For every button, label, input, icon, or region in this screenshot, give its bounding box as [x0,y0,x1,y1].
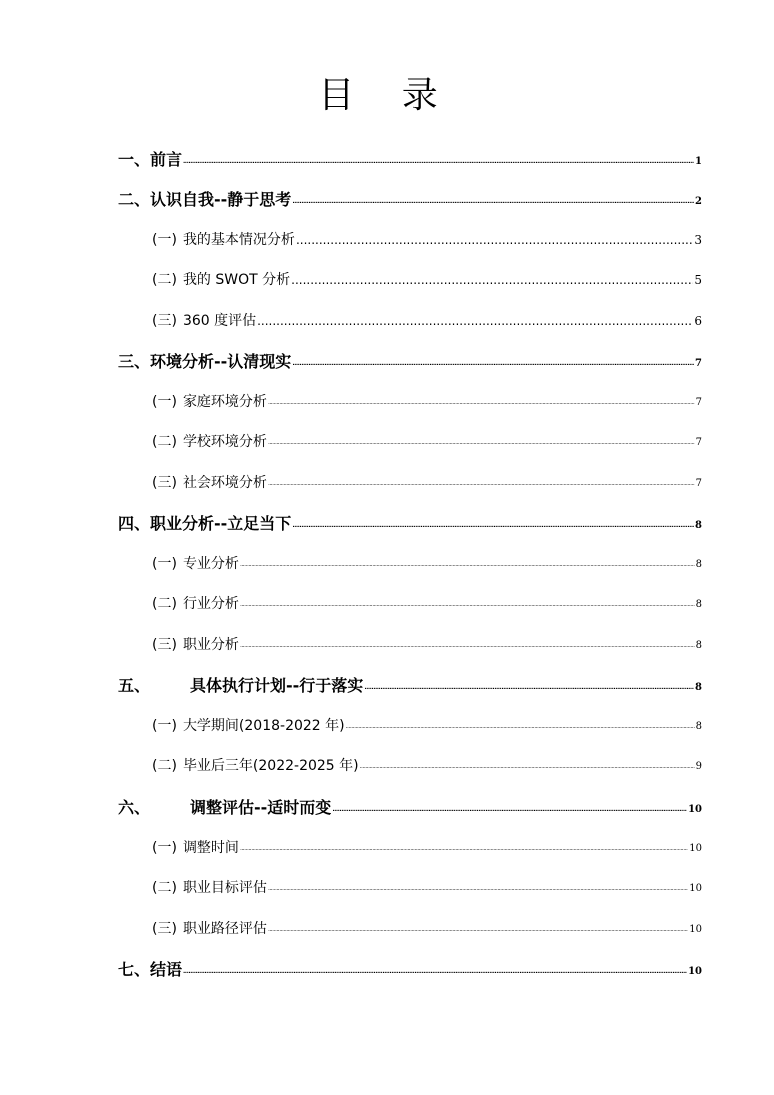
entry-title: 专业分析 [182,556,239,572]
entry-number: (一) [152,840,177,856]
dot-leader [257,314,693,330]
toc-subentry[interactable] [152,875,702,897]
entry-page: 7 [695,358,702,369]
entry-number: (三) [152,921,177,937]
entry-title: 调整时间 [182,840,239,856]
toc-subentry[interactable] [152,308,702,330]
entry-number: (一) [152,556,177,572]
dot-leader [268,398,695,411]
entry-number: 六、 [118,798,151,817]
entry-number: (三) [152,313,177,329]
entry-number: (一) [152,394,177,410]
entry-title: 我的基本情况分析 [182,232,295,248]
entry-number: 三、 [118,352,151,371]
dot-leader [292,197,694,210]
entry-page: 7 [695,478,702,489]
entry-title: 家庭环境分析 [182,394,267,410]
dot-leader [240,844,688,857]
entry-title: 调整评估--适时而变 [190,798,332,817]
entry-number: (三) [152,637,177,653]
toc-entry[interactable] [118,348,702,372]
dot-leader [292,521,694,534]
dot-leader [292,359,694,372]
entry-title: 我的 SWOT 分析 [182,272,291,288]
toc-title: 目 录 [318,75,456,116]
entry-page: 7 [695,437,702,448]
toc-entry[interactable] [118,672,702,696]
entry-title: 学校环境分析 [182,434,267,450]
dot-leader [346,722,695,735]
entry-number: 四、 [118,514,151,533]
toc-subentry[interactable] [152,470,702,492]
entry-page: 10 [689,843,702,854]
entry-page: 7 [695,397,702,408]
entry-number: (二) [152,758,177,774]
entry-page: 8 [695,640,702,651]
entry-number: (一) [152,718,177,734]
entry-page: 8 [695,559,702,570]
entry-number: 七、 [118,960,151,979]
dot-leader [364,683,694,696]
dot-leader [291,273,693,289]
dot-leader [296,233,693,249]
dot-leader [240,560,695,573]
entry-title: 职业分析 [182,637,239,653]
entry-number: (二) [152,272,177,288]
dot-leader [332,805,687,818]
entry-title: 毕业后三年(2022-2025 年) [182,758,359,774]
entry-number: (二) [152,596,177,612]
dot-leader [183,967,687,980]
toc-subentry[interactable] [152,429,702,451]
entry-number: (二) [152,880,177,896]
toc-entry[interactable] [118,956,702,980]
entry-page: 10 [688,966,702,977]
toc-subentry[interactable] [152,551,702,573]
entry-page: 8 [695,599,702,610]
entry-title: 具体执行计划--行于落实 [190,676,364,695]
entry-page: 10 [689,924,702,935]
toc-subentry[interactable] [152,591,702,613]
toc-subentry[interactable] [152,753,702,775]
toc-entry[interactable] [118,146,702,170]
dot-leader [183,157,694,170]
toc-subentry[interactable] [152,713,702,735]
toc-subentry[interactable] [152,227,702,249]
toc-entry[interactable] [118,186,702,210]
dot-leader [268,925,688,938]
toc-entry[interactable] [118,794,702,818]
entry-title: 大学期间(2018-2022 年) [182,718,345,734]
entry-title: 认识自我--静于思考 [150,190,292,209]
entry-title: 环境分析--认清现实 [150,352,292,371]
entry-title: 结语 [150,960,183,979]
dot-leader [268,479,695,492]
entry-title: 职业目标评估 [182,880,267,896]
entry-title: 职业路径评估 [182,921,267,937]
entry-title: 行业分析 [182,596,239,612]
entry-title: 360 度评估 [182,313,257,329]
entry-number: 五、 [118,676,151,695]
entry-title: 社会环境分析 [182,475,267,491]
dot-leader [360,762,695,775]
dot-leader [240,641,695,654]
entry-page: 8 [695,682,702,693]
toc-subentry[interactable] [152,835,702,857]
entry-title: 职业分析--立足当下 [150,514,292,533]
toc-subentry[interactable] [152,916,702,938]
entry-page: 10 [689,883,702,894]
toc-subentry[interactable] [152,267,702,289]
entry-page: 8 [695,721,702,732]
entry-page: 2 [695,196,702,207]
dot-leader [268,884,688,897]
entry-page: 9 [695,761,702,772]
entry-number: (一) [152,232,177,248]
entry-page: 1 [695,156,702,167]
entry-number: 一、 [118,150,151,169]
toc-subentry[interactable] [152,632,702,654]
entry-page: 5 [694,273,702,287]
dot-leader [268,438,695,451]
entry-page: 8 [695,520,702,531]
toc-subentry[interactable] [152,389,702,411]
entry-page: 10 [688,804,702,815]
entry-title: 前言 [150,150,183,169]
dot-leader [240,600,695,613]
entry-number: 二、 [118,190,151,209]
entry-number: (三) [152,475,177,491]
toc-entry[interactable] [118,510,702,534]
entry-page: 3 [694,233,702,247]
entry-page: 6 [694,314,702,328]
entry-number: (二) [152,434,177,450]
